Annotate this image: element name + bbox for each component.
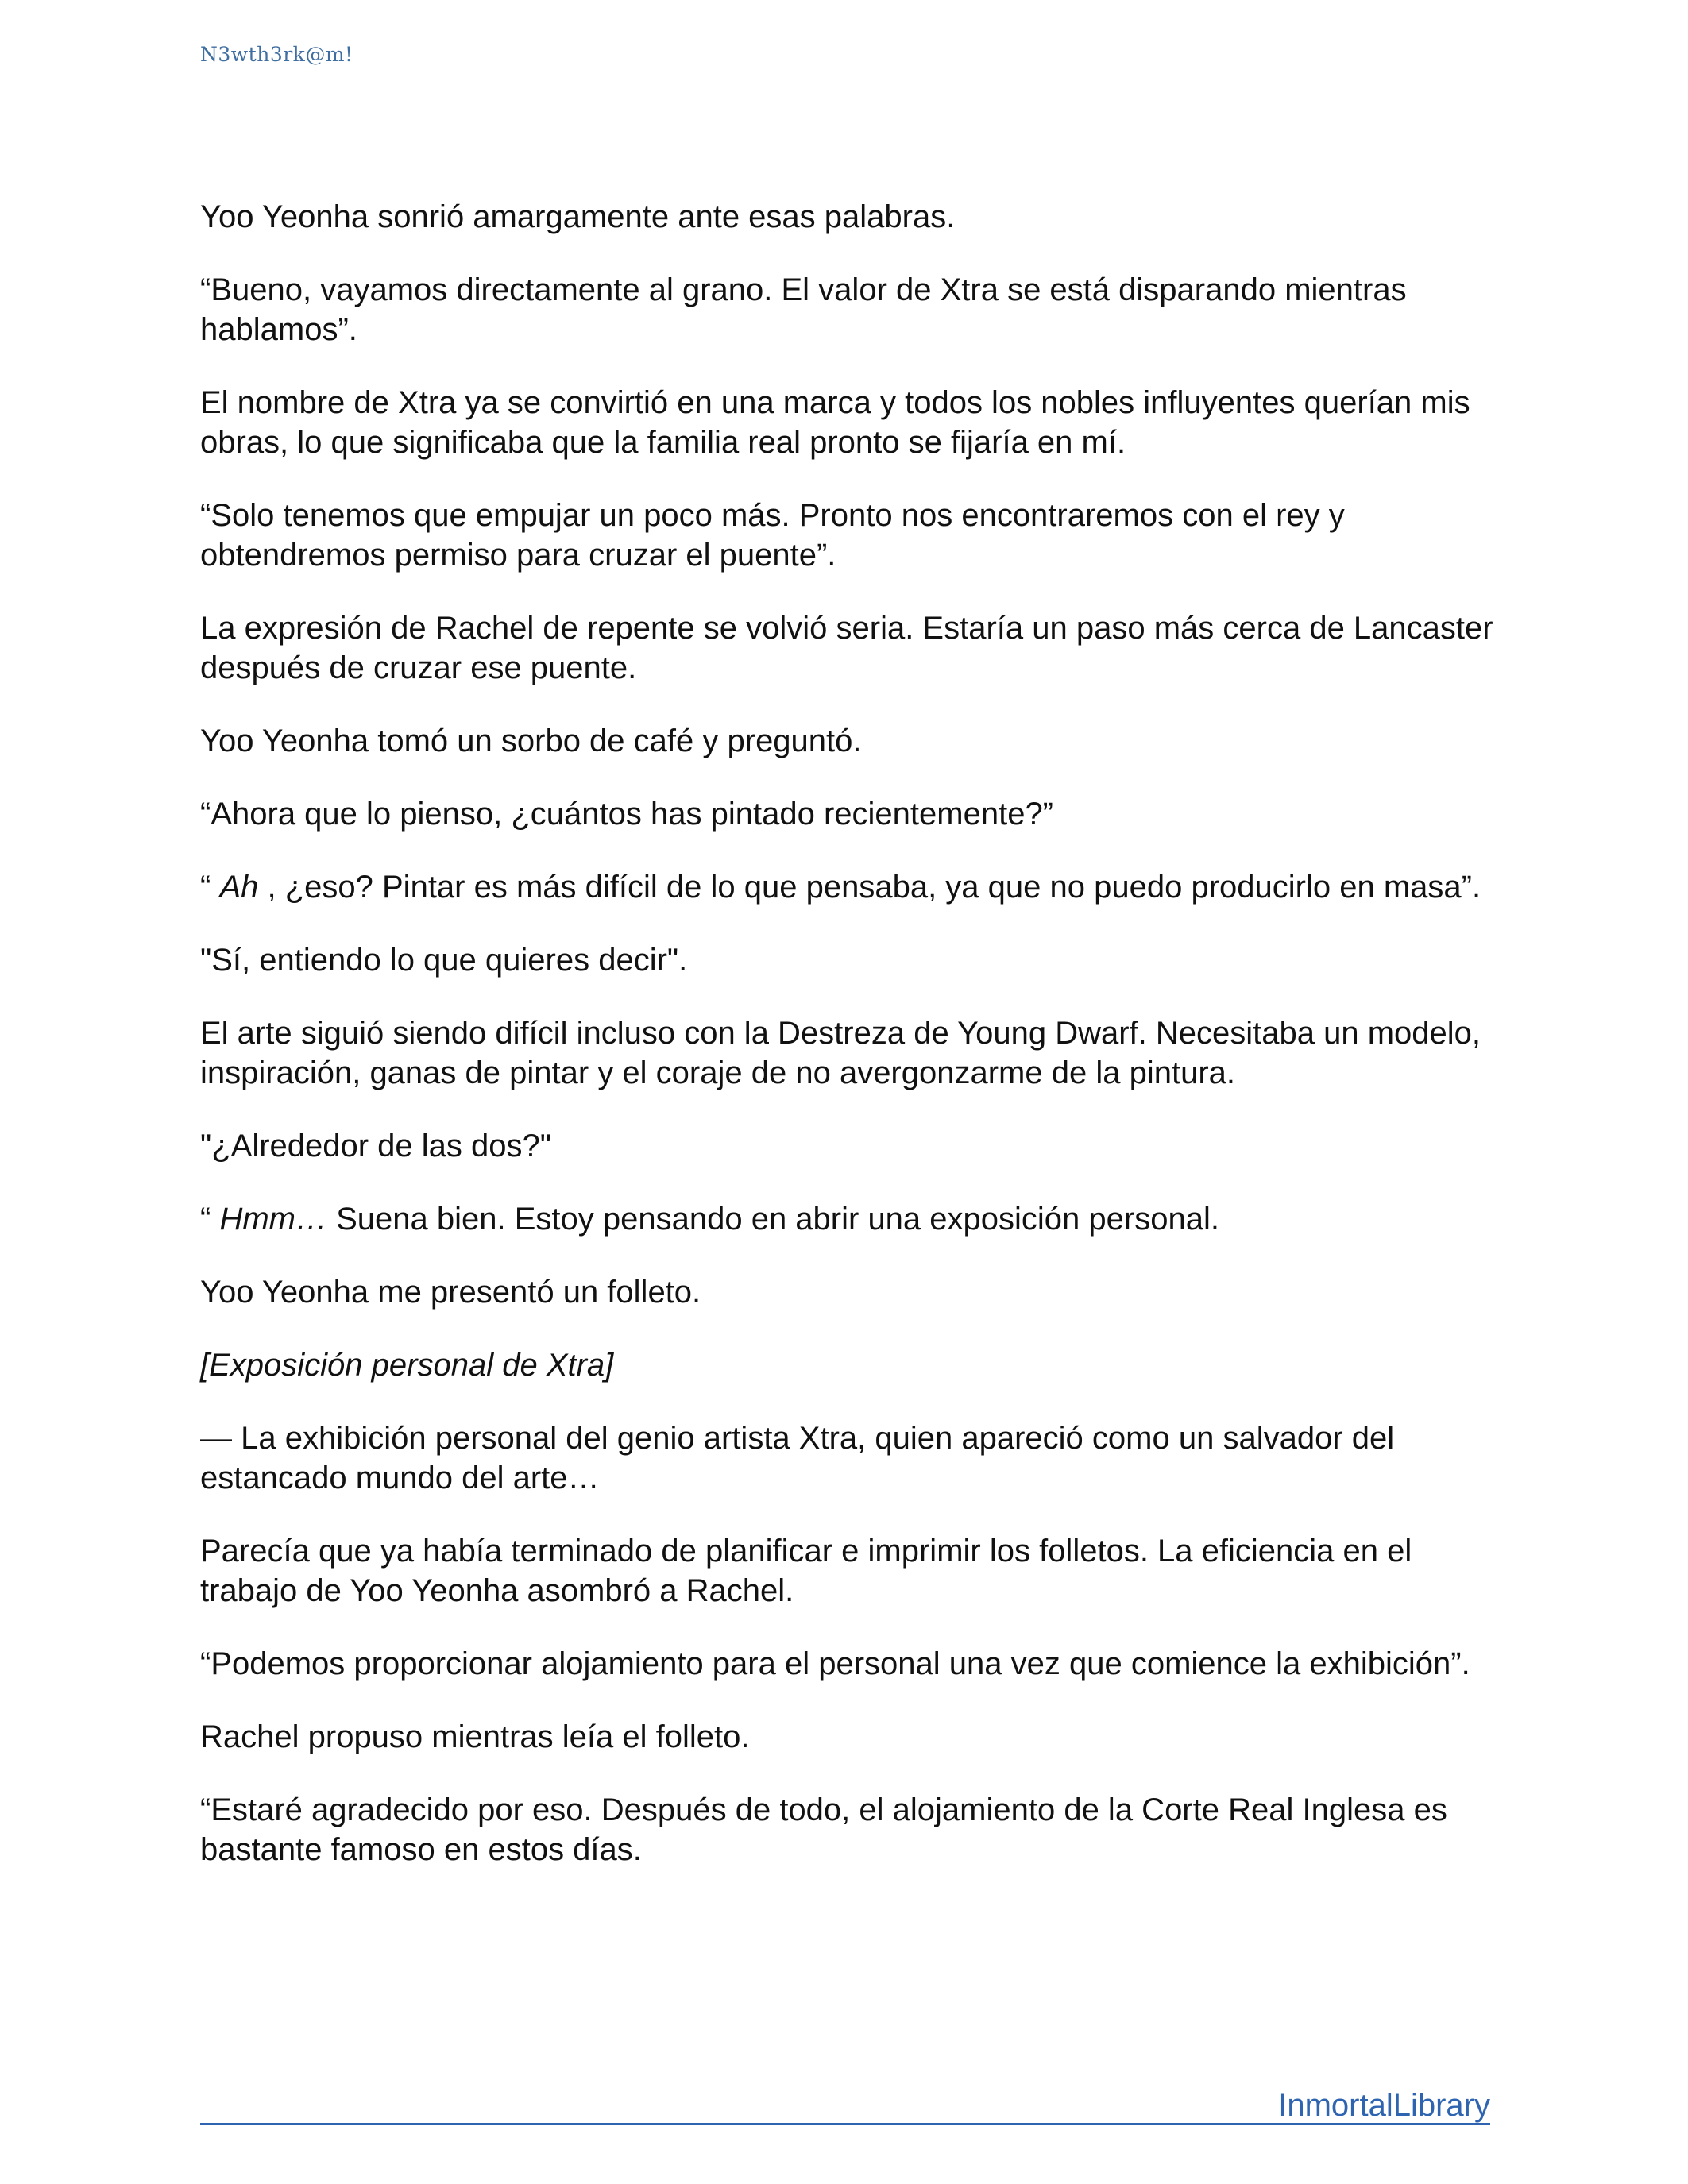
paragraph: “ Ah , ¿eso? Pintar es más difícil de lo que pensaba, ya que no puedo producirlo en masa”.: [200, 870, 1481, 905]
paragraph: “Podemos proporcionar alojamiento para el personal una vez que comience la exhibición”.: [200, 1646, 1470, 1681]
paragraph: “Ahora que lo pienso, ¿cuántos has pintado recientemente?”: [200, 797, 1054, 832]
paragraph: El arte siguió siendo difícil incluso con la Destreza de Young Dwarf. Necesitaba un modelo, inspiración, ganas de pintar y el coraje de no avergonzarme de la pintura.: [200, 1016, 1481, 1090]
header-watermark: N3wth3rk@m!: [200, 43, 353, 66]
paragraph: Yoo Yeonha tomó un sorbo de café y preguntó.: [200, 723, 862, 758]
paragraph: “ Hmm… Suena bien. Estoy pensando en abrir una exposición personal.: [200, 1202, 1219, 1237]
italic-interjection: Ah: [219, 870, 259, 905]
paragraph: "¿Alrededor de las dos?": [200, 1129, 551, 1163]
italic-title: [Exposición personal de Xtra]: [200, 1348, 614, 1383]
paragraph: “Bueno, vayamos directamente al grano. El valor de Xtra se está disparando mientras hablamos”.: [200, 272, 1407, 347]
footer-link[interactable]: InmortalLibrary: [1278, 2088, 1490, 2123]
paragraph: “Solo tenemos que empujar un poco más. Pronto nos encontraremos con el rey y obtendremos permiso para cruzar el puente”.: [200, 498, 1345, 573]
paragraph: Rachel propuso mientras leía el folleto.: [200, 1719, 750, 1754]
paragraph: La expresión de Rachel de repente se volvió seria. Estaría un paso más cerca de Lancaster después de cruzar ese puente.: [200, 611, 1493, 685]
paragraph: Yoo Yeonha me presentó un folleto.: [200, 1275, 701, 1310]
paragraph: Parecía que ya había terminado de planificar e imprimir los folletos. La eficiencia en el trabajo de Yoo Yeonha asombró a Rachel.: [200, 1534, 1412, 1608]
document-body: [200, 197, 1503, 1903]
paragraph: "Sí, entiendo lo que quieres decir".: [200, 943, 688, 978]
paragraph: Yoo Yeonha sonrió amargamente ante esas palabras.: [200, 199, 956, 234]
paragraph: — La exhibición personal del genio artista Xtra, quien apareció como un salvador del estancado mundo del arte…: [200, 1421, 1395, 1495]
paragraph: “Estaré agradecido por eso. Después de todo, el alojamiento de la Corte Real Inglesa es bastante famoso en estos días.: [200, 1792, 1447, 1867]
italic-interjection: Hmm…: [219, 1202, 327, 1237]
paragraph: El nombre de Xtra ya se convirtió en una marca y todos los nobles influyentes querían mis obras, lo que significaba que la familia real pronto se fijaría en mí.: [200, 385, 1470, 460]
footer-rule: [200, 2085, 1490, 2125]
paragraph: [200, 1345, 1503, 1385]
